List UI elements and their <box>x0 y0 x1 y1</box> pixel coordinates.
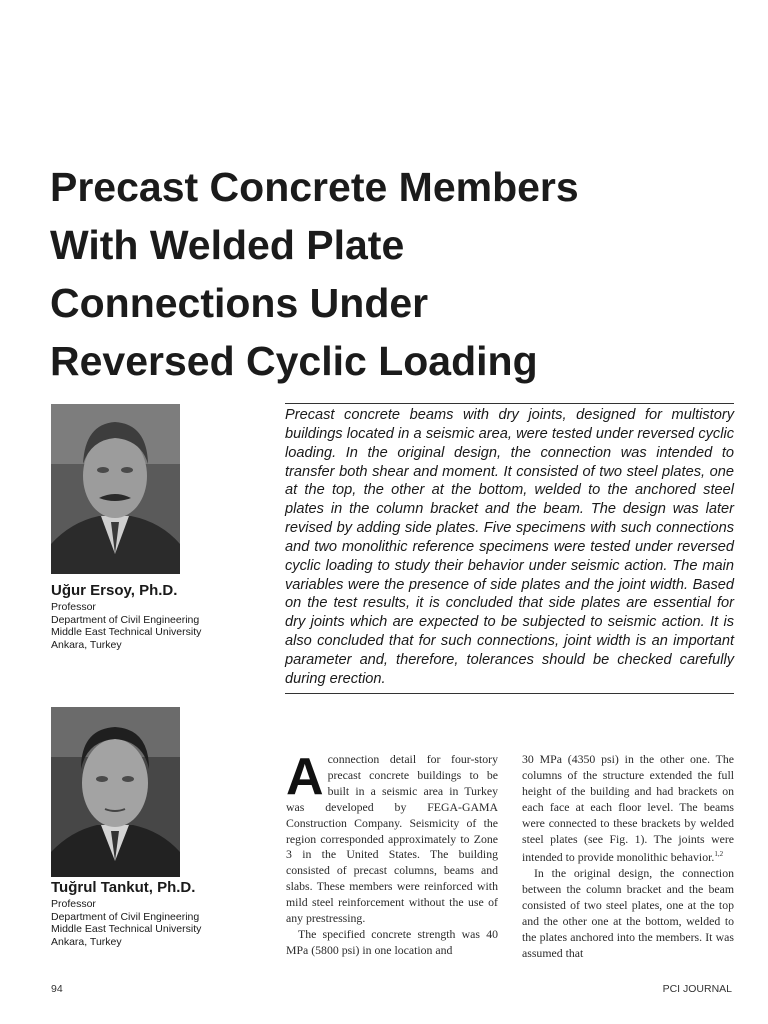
reference-superscript: 1,2 <box>714 850 724 859</box>
author-department: Department of Civil Engineering <box>51 613 200 626</box>
author-photo-ersoy <box>51 404 180 574</box>
journal-name: PCI JOURNAL <box>662 983 732 995</box>
title-line: With Welded Plate <box>50 222 405 268</box>
article-title <box>50 158 730 390</box>
title-line: Precast Concrete Members <box>50 164 579 210</box>
body-paragraph <box>286 748 498 927</box>
author-name: Tuğrul Tankut, Ph.D. <box>51 879 196 896</box>
abstract: Precast concrete beams with dry joints, designed for multistory buildings located in a seismic area, were tested under reversed cyclic loading. In the original design, the connection was intended to transfer both shear and moment. It consisted of two steel plates, one at the top, the other at the bottom, welded to the anchored steel plates in the column bracket and the beam. The design was later revised by adding side plates. Five specimens with such connections and two monolithic reference specimens were tested under reversed cyclic loading to study their behavior under seismic action. The main variables were the presence of side plates and the joint width. Based on the test results, it is concluded that side plates are essential for dry joints which are expected to be subjected to seismic action. It is also concluded that for such connections, joint width is an important parameter and, therefore, tolerances should be checked carefully during erection. <box>285 403 734 694</box>
body-paragraph: In the original design, the connection between the column bracket and the beam consisted of two steel plates, one at the top and the other one at the bottom, welded to the plates anchored into the members. It was assumed that <box>522 866 734 960</box>
author-info-ersoy <box>51 582 251 651</box>
author-photo-tankut <box>51 707 180 877</box>
title-line: Reversed Cyclic Loading <box>50 338 538 384</box>
page-number: 94 <box>51 983 63 995</box>
author-department: Department of Civil Engineering <box>51 910 200 923</box>
author-title: Professor <box>51 601 96 613</box>
author-location: Ankara, Turkey <box>51 935 122 948</box>
title-line: Connections Under <box>50 280 429 326</box>
author-university: Middle East Technical University <box>51 626 202 638</box>
body-column-2 <box>522 752 734 962</box>
body-text: connection detail for four-story precast concrete buildings to be built in a seismic area in Turkey was developed by FEGA-GAMA Construction Company. Seismicity of the region corresponded approximately to Zone 3 in the United States. The building consisted of precast columns, beams and slabs. These members were reinforced with mild steel reinforcement without the use of any prestressing. <box>286 752 498 926</box>
author-info-tankut <box>51 879 251 948</box>
drop-cap: A <box>286 748 324 806</box>
author-university: Middle East Technical University <box>51 923 202 935</box>
author-name: Uğur Ersoy, Ph.D. <box>51 582 178 599</box>
body-column-1 <box>286 748 498 959</box>
body-paragraph <box>522 752 734 866</box>
author-title: Professor <box>51 898 96 910</box>
body-text: 30 MPa (4350 psi) in the other one. The columns of the structure extended the full height of the building and had brackets on each face at each floor level. The beams were connected to these brackets by welded steel plates (see Fig. 1). The joints were intended to provide monolithic behavior. <box>522 752 734 865</box>
body-paragraph: The specified concrete strength was 40 MPa (5800 psi) in one location and <box>286 926 498 957</box>
author-location: Ankara, Turkey <box>51 638 122 651</box>
